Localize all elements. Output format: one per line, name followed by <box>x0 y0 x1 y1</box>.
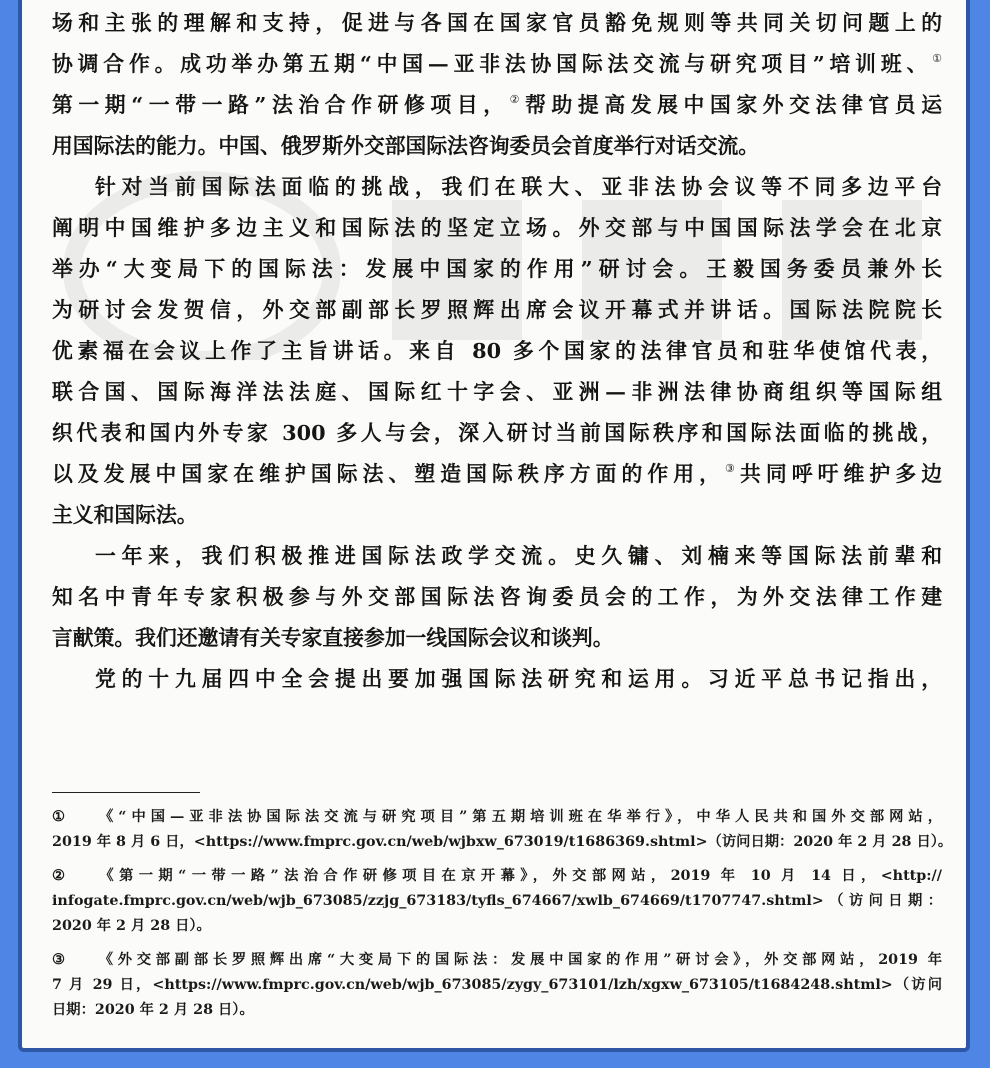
body-line-text: 一年来，我们积极推进国际法政学交流。史久镛、刘楠来等国际法前辈和 <box>95 543 942 568</box>
body-line-text: 为研讨会发贺信，外交部副部长罗照辉出席会议开幕式并讲话。国际法院院长 <box>52 297 942 322</box>
body-line-text: 场和主张的理解和支持，促进与各国在国家官员豁免规则等共同关切问题上的 <box>52 10 942 35</box>
body-line-text: 优素福在会议上作了主旨讲话。来自 80 多个国家的法律官员和驻华使馆代表， <box>52 338 942 363</box>
footnote-separator <box>52 792 200 793</box>
footnote-text: 2019 年 8 月 6 日，<https://www.fmprc.gov.cn/web/wjbxw_673019/t1686369.shtml>（访问日期：2020 年 2 月 28 日）。 <box>52 834 953 850</box>
footnote-marker: ③ <box>52 952 65 968</box>
footnote-line <box>52 805 942 830</box>
footnote-item <box>52 948 942 1023</box>
footnote-text: 《第一期“一带一路”法治合作研修项目在京开幕》，外交部网站，2019 年 10 月 14 日，<http:// <box>94 868 942 884</box>
body-line <box>52 166 942 207</box>
footnote-text: 2020 年 2 月 28 日）。 <box>52 918 211 934</box>
footnote-line <box>52 914 942 939</box>
body-line-text: 阐明中国维护多边主义和国际法的坚定立场。外交部与中国国际法学会在北京 <box>52 215 942 240</box>
body-line <box>52 125 942 166</box>
body-line <box>52 617 942 658</box>
body-line-text: 共同呼吁维护多边 <box>740 461 942 486</box>
body-line <box>52 207 942 248</box>
footnote-text: 《外交部副部长罗照辉出席“大变局下的国际法：发展中国家的作用”研讨会》，外交部网站，2019 年 <box>94 952 942 968</box>
footnote-line <box>52 830 953 855</box>
footnote-line <box>52 864 942 889</box>
footnote-item <box>52 805 953 855</box>
body-line-text: 织代表和国内外专家 300 多人与会，深入研讨当前国际秩序和国际法面临的挑战， <box>52 420 942 445</box>
footnote-gap <box>52 855 942 864</box>
body-line-text: 协调合作。成功举办第五期“中国—亚非法协国际法交流与研究项目”培训班、 <box>52 51 933 76</box>
body-line <box>52 453 942 494</box>
body-line-text: 针对当前国际法面临的挑战，我们在联大、亚非法协会议等不同多边平台 <box>95 174 942 199</box>
body-line-text: 知名中青年专家积极参与外交部国际法咨询委员会的工作，为外交法律工作建 <box>52 584 942 609</box>
footnote-text: 《“中国—亚非法协国际法交流与研究项目”第五期培训班在华举行》，中华人民共和国外交部网站， <box>94 809 942 825</box>
body-line <box>52 576 942 617</box>
body-line <box>52 535 942 576</box>
footnote-text: 7 月 29 日，<https://www.fmprc.gov.cn/web/wjb_673085/zygy_673101/lzh/xgxw_673105/t1684248.shtml>（访问 <box>52 977 942 993</box>
body-line <box>52 2 942 43</box>
body-line <box>52 289 942 330</box>
footnote-line <box>52 948 942 973</box>
body-line <box>52 43 942 84</box>
footnote-gap <box>52 939 942 948</box>
footnote-reference[interactable]: ① <box>932 52 942 65</box>
footnote-reference[interactable]: ② <box>509 93 526 106</box>
body-line-text: 以及发展中国家在维护国际法、塑造国际秩序方面的作用， <box>52 461 726 486</box>
body-line-text: 用国际法的能力。中国、俄罗斯外交部国际法咨询委员会首度举行对话交流。 <box>52 133 760 158</box>
footnote-reference[interactable]: ③ <box>725 462 740 475</box>
body-line-text: 言献策。我们还邀请有关专家直接参加一线国际会议和谈判。 <box>52 625 614 650</box>
body-line <box>52 494 942 535</box>
body-line <box>52 371 942 412</box>
footnote-item <box>52 864 942 939</box>
body-line-text: 主义和国际法。 <box>52 502 198 527</box>
body-line <box>52 658 942 699</box>
document-page <box>18 0 970 1052</box>
footnote-marker: ① <box>52 809 65 825</box>
body-line-text: 帮助提高发展中国家外交法律官员运 <box>525 92 943 117</box>
footnote-marker: ② <box>52 868 65 884</box>
body-line-text: 党的十九届四中全会提出要加强国际法研究和运用。习近平总书记指出， <box>95 666 942 691</box>
body-line-text: 举办“大变局下的国际法：发展中国家的作用”研讨会。王毅国务委员兼外长 <box>52 256 942 281</box>
footnote-line <box>52 889 942 914</box>
body-line <box>52 248 942 289</box>
body-line-text: 联合国、国际海洋法法庭、国际红十字会、亚洲—非洲法律协商组织等国际组 <box>52 379 942 404</box>
body-line <box>52 330 942 371</box>
footnote-line <box>52 998 942 1023</box>
body-line <box>52 84 942 125</box>
body-line-text: 第一期“一带一路”法治合作研修项目， <box>52 92 510 117</box>
footnotes <box>52 805 953 1023</box>
body-line <box>52 412 942 453</box>
footnote-line <box>52 973 942 998</box>
body-text <box>52 2 942 699</box>
footnote-text: infogate.fmprc.gov.cn/web/wjb_673085/zzjg_673183/tyfls_674667/xwlb_674669/t1707747.shtml>（访问日期： <box>52 893 942 909</box>
footnote-text: 日期：2020 年 2 月 28 日）。 <box>52 1002 254 1018</box>
